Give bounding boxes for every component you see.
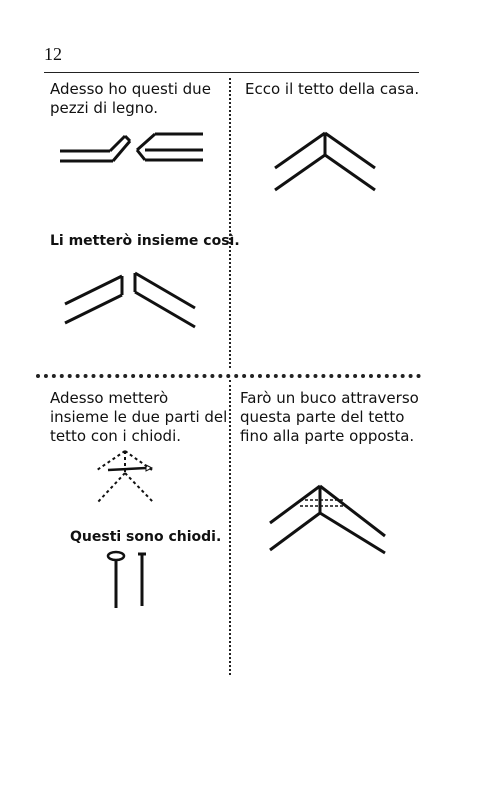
nails-illustration	[106, 550, 156, 612]
roof-with-hole-illustration	[265, 478, 390, 553]
header-rule	[44, 72, 419, 73]
top-right-text: Ecco il tetto della casa.	[245, 80, 420, 98]
roof-assembled-illustration	[60, 268, 200, 330]
top-left-caption: Li metterò insieme così.	[50, 233, 240, 249]
roof-with-nail-illustration	[92, 448, 162, 510]
bottom-left-caption: Questi sono chiodi.	[70, 529, 222, 545]
house-roof-illustration	[270, 130, 380, 200]
bottom-left-text: Adesso metterò insieme le due parti del tetto con i chiodi.	[50, 389, 228, 445]
vertical-divider-top	[229, 78, 231, 368]
two-wood-pieces-illustration	[55, 128, 215, 173]
top-left-text: Adesso ho questi due pezzi di legno.	[50, 80, 211, 117]
page-number: 12	[44, 44, 62, 64]
horizontal-divider	[36, 374, 421, 378]
bottom-right-text: Farò un buco attraverso questa parte del tetto fino alla parte opposta.	[240, 389, 419, 445]
